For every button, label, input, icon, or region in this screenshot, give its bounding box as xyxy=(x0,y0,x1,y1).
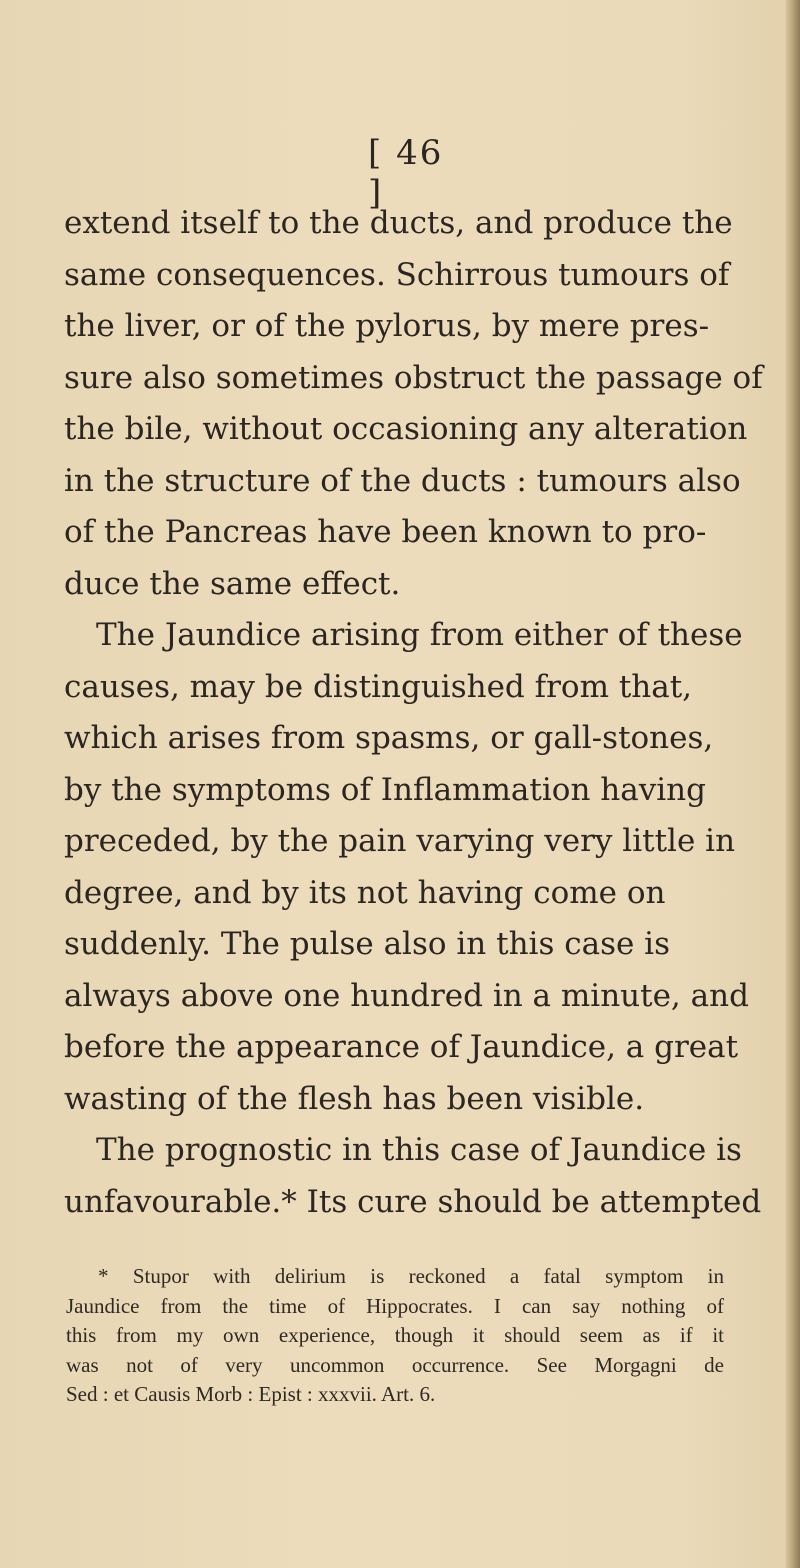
text-line: the bile, without occasioning any alteration xyxy=(64,411,748,447)
page-edge xyxy=(786,0,800,1568)
footnote-line: * Stupor with delirium is reckoned a fatal symptom in xyxy=(98,1264,724,1288)
footnote-line: Jaundice from the time of Hippocrates. I can say nothing of xyxy=(66,1293,724,1318)
footnote xyxy=(66,1262,724,1410)
text-line: causes, may be distinguished from that, xyxy=(64,668,693,705)
text-line: always above one hundred in a minute, and xyxy=(64,977,749,1014)
text-line: which arises from spasms, or gall-stones, xyxy=(64,720,714,756)
text-line: extend itself to the ducts, and produce the xyxy=(64,205,733,241)
text-line: same consequences. Schirrous tumours of xyxy=(64,256,730,293)
footnote-line: Sed : et Causis Morb : Epist : xxxvii. Art. 6. xyxy=(66,1382,436,1406)
text-line: preceded, by the pain varying very little in xyxy=(64,823,736,859)
footnote-line: was not of very uncommon occurrence. See Morgagni de xyxy=(66,1352,724,1377)
text-line: degree, and by its not having come on xyxy=(64,874,666,911)
text-line: the liver, or of the pylorus, by mere pres- xyxy=(64,308,710,344)
text-line: wasting of the flesh has been visible. xyxy=(64,1080,645,1117)
text-line: suddenly. The pulse also in this case is xyxy=(64,926,670,962)
text-line: in the structure of the ducts : tumours also xyxy=(64,462,741,499)
footnote-line: this from my own experience, though it should seem as if it xyxy=(66,1323,724,1347)
text-line: sure also sometimes obstruct the passage of xyxy=(64,359,763,396)
text-line: The prognostic in this case of Jaundice is xyxy=(96,1132,742,1168)
text-line: of the Pancreas have been known to pro- xyxy=(64,514,707,550)
text-line: unfavourable.* Its cure should be attempted xyxy=(64,1183,762,1220)
text-line: duce the same effect. xyxy=(64,565,401,602)
body-text xyxy=(64,198,763,1228)
page-number: [ 46 ] xyxy=(368,133,444,213)
text-line: The Jaundice arising from either of these xyxy=(96,617,743,653)
text-line: before the appearance of Jaundice, a great xyxy=(64,1029,739,1065)
text-line: by the symptoms of Inflammation having xyxy=(64,771,706,808)
